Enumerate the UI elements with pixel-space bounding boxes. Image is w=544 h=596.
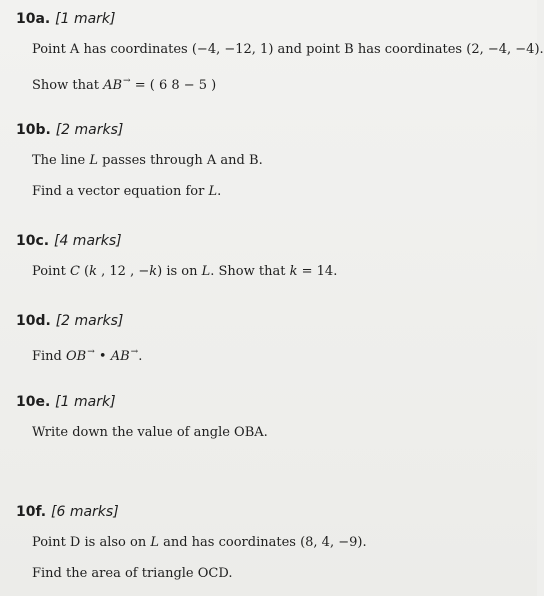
text-segment: and has coordinates <box>158 535 301 550</box>
question-text <box>32 152 529 170</box>
text-segment: , 12 , − <box>97 264 150 279</box>
vector-ab: AB <box>103 78 123 93</box>
question-marks: [1 mark] <box>55 11 116 27</box>
dot-product-symbol: • <box>94 349 111 364</box>
question-text: Write down the value of angle OBA. <box>32 425 268 440</box>
text-segment: and point B has coordinates <box>273 42 467 57</box>
question-text <box>32 534 529 552</box>
question-title <box>16 393 529 411</box>
question-marks: [2 marks] <box>55 122 124 138</box>
line-symbol: L <box>201 264 211 279</box>
coordinates-a: (−4, −12, 1) <box>191 42 274 57</box>
question-text: Find the area of triangle OCD. <box>32 566 233 581</box>
question-title <box>16 503 529 521</box>
variable-k: k <box>89 264 97 279</box>
text-segment: The line <box>32 153 90 168</box>
question-label: 10f. <box>16 504 47 520</box>
vector-value: = ( 6 8 − 5 ) <box>130 78 217 93</box>
question-title <box>16 232 529 250</box>
coordinates-d: (8, 4, −9) <box>300 535 363 550</box>
text-segment: ( <box>79 264 90 279</box>
question-label: 10a. <box>16 11 51 27</box>
question-title <box>16 10 529 28</box>
vector-arrow-icon: → <box>87 347 95 357</box>
question-label: 10b. <box>16 122 51 138</box>
line-symbol: L <box>208 184 218 199</box>
question-10e <box>16 393 529 442</box>
vector-ab: AB <box>110 349 130 364</box>
question-label: 10c. <box>16 233 50 249</box>
question-text <box>32 183 529 201</box>
text-segment: Find <box>32 349 67 364</box>
text-segment: Find a vector equation for <box>32 184 209 199</box>
text-segment: . Show that <box>210 264 290 279</box>
text-segment: Point D is also on <box>32 535 151 550</box>
question-10b <box>16 121 529 201</box>
variable-k: k <box>289 264 298 279</box>
text-segment: . <box>138 349 143 364</box>
question-text <box>32 41 544 59</box>
text-segment: Point <box>32 264 70 279</box>
question-10f <box>16 503 529 583</box>
question-10a <box>16 10 544 95</box>
question-marks: [6 marks] <box>51 504 119 520</box>
point-symbol: C <box>69 264 80 279</box>
question-text <box>32 72 529 95</box>
text-segment: . <box>217 184 222 199</box>
question-title <box>16 312 529 330</box>
text-segment: Point A has coordinates <box>32 42 192 57</box>
question-marks: [1 mark] <box>55 394 116 410</box>
line-symbol: L <box>89 153 99 168</box>
coordinates-b: (2, −4, −4) <box>466 42 540 57</box>
question-marks: [2 marks] <box>55 313 124 329</box>
text-segment: . <box>539 42 544 57</box>
line-symbol: L <box>150 535 159 550</box>
question-label: 10e. <box>16 394 51 410</box>
question-text <box>32 263 529 281</box>
question-10c <box>16 232 529 281</box>
vector-arrow-icon: → <box>130 347 139 357</box>
text-segment: ) is on <box>157 264 202 279</box>
vector-arrow-icon: → <box>123 76 131 86</box>
text-segment: = 14. <box>297 264 338 279</box>
vector-ob: OB <box>66 349 87 364</box>
question-text <box>32 343 529 366</box>
text-segment: Show that <box>32 78 104 93</box>
text-segment: passes through A and B. <box>98 153 263 168</box>
question-title <box>16 121 529 139</box>
question-label: 10d. <box>16 313 51 329</box>
question-marks: [4 marks] <box>53 233 122 249</box>
question-10d <box>16 312 529 366</box>
variable-k: k <box>149 264 158 279</box>
text-segment: . <box>362 535 367 550</box>
